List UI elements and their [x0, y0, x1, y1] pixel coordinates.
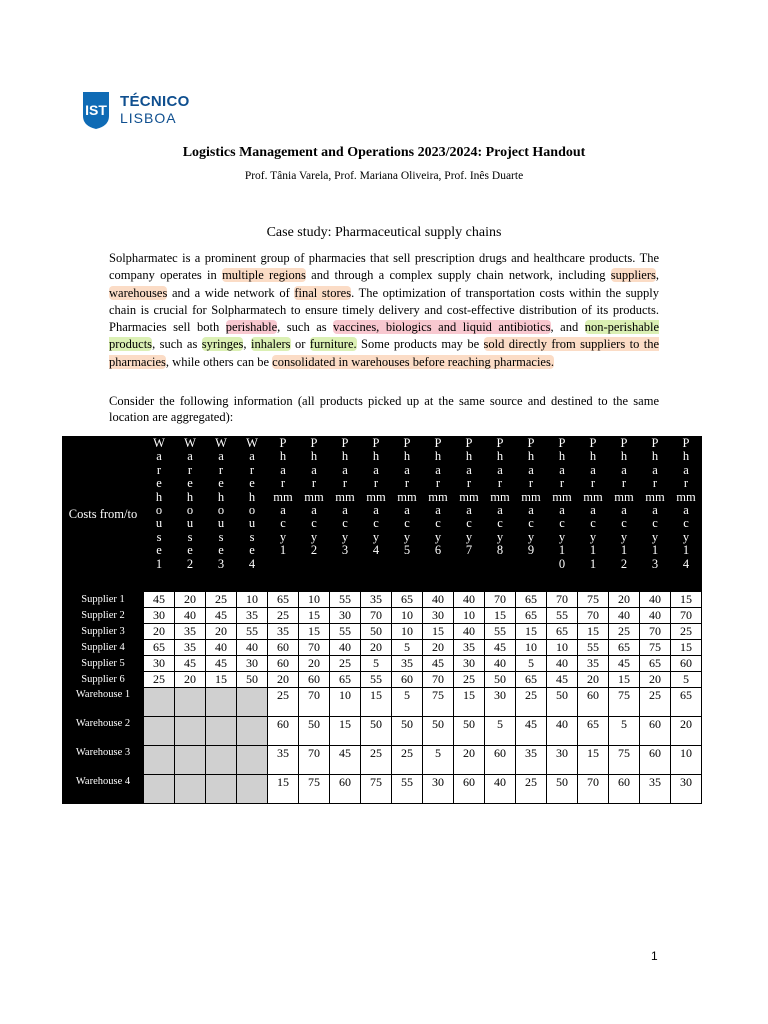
row-header: Warehouse 3	[63, 746, 144, 775]
cost-cell: 70	[485, 592, 516, 608]
cost-cell: 45	[609, 656, 640, 672]
cost-cell: 40	[454, 592, 485, 608]
cost-cell: 25	[454, 672, 485, 688]
row-header: Warehouse 1	[63, 688, 144, 717]
highlight: syringes	[201, 337, 244, 352]
table-row	[63, 717, 702, 746]
cost-cell: 35	[175, 640, 206, 656]
row-header: Warehouse 2	[63, 717, 144, 746]
empty-cell	[144, 746, 175, 775]
cost-cell: 30	[423, 608, 454, 624]
cost-cell: 45	[485, 640, 516, 656]
row-header: Warehouse 4	[63, 775, 144, 804]
cost-cell: 55	[330, 624, 361, 640]
cost-cell: 50	[361, 717, 392, 746]
empty-cell	[206, 717, 237, 746]
cost-cell: 70	[423, 672, 454, 688]
cost-cell: 15	[268, 775, 299, 804]
cost-cell: 20	[175, 672, 206, 688]
cost-cell: 15	[206, 672, 237, 688]
cost-cell: 70	[671, 608, 702, 624]
column-header: P h a r mm a c y 1 3	[640, 437, 671, 592]
cost-cell: 15	[671, 640, 702, 656]
cost-cell: 25	[268, 688, 299, 717]
highlight: final stores	[294, 285, 352, 300]
table-row	[63, 624, 702, 640]
cost-cell: 10	[330, 688, 361, 717]
cost-cell: 35	[268, 624, 299, 640]
cost-cell: 5	[671, 672, 702, 688]
cost-cell: 15	[671, 592, 702, 608]
cost-cell: 5	[361, 656, 392, 672]
cost-cell: 60	[485, 746, 516, 775]
cost-cell: 40	[423, 592, 454, 608]
column-header: W a r e h o u s e 1	[144, 437, 175, 592]
cost-cell: 10	[454, 608, 485, 624]
cost-cell: 60	[640, 746, 671, 775]
column-header: W a r e h o u s e 2	[175, 437, 206, 592]
cost-cell: 15	[330, 717, 361, 746]
cost-cell: 45	[144, 592, 175, 608]
cost-cell: 65	[516, 592, 547, 608]
highlight: consolidated in warehouses before reaching pharmacies.	[272, 354, 554, 369]
column-header: P h a r mm a c y 6	[423, 437, 454, 592]
cost-cell: 25	[268, 608, 299, 624]
cost-cell: 20	[361, 640, 392, 656]
cost-cell: 70	[361, 608, 392, 624]
table-row	[63, 746, 702, 775]
authors-line: Prof. Tânia Varela, Prof. Mariana Oliveira, Prof. Inês Duarte	[244, 170, 524, 182]
cost-cell: 20	[299, 656, 330, 672]
cost-cell: 20	[578, 672, 609, 688]
column-header: W a r e h o u s e 4	[237, 437, 268, 592]
cost-cell: 40	[237, 640, 268, 656]
cost-cell: 30	[547, 746, 578, 775]
cost-cell: 35	[454, 640, 485, 656]
table-header-row	[63, 437, 702, 592]
highlight: inhalers	[250, 337, 291, 352]
highlight: multiple regions	[222, 268, 306, 283]
cost-cell: 65	[144, 640, 175, 656]
cost-cell: 35	[578, 656, 609, 672]
highlight: vaccines, biologics and liquid antibiotics	[333, 320, 551, 335]
cost-cell: 55	[392, 775, 423, 804]
cost-cell: 25	[361, 746, 392, 775]
cost-cell: 5	[516, 656, 547, 672]
cost-cell: 50	[237, 672, 268, 688]
empty-cell	[175, 775, 206, 804]
cost-cell: 35	[268, 746, 299, 775]
table-row	[63, 656, 702, 672]
cost-cell: 60	[454, 775, 485, 804]
cost-cell: 20	[640, 672, 671, 688]
cost-cell: 20	[144, 624, 175, 640]
cost-cell: 45	[206, 608, 237, 624]
cost-cell: 15	[578, 746, 609, 775]
row-header: Supplier 4	[63, 640, 144, 656]
cost-cell: 30	[454, 656, 485, 672]
column-header: P h a r mm a c y 8	[485, 437, 516, 592]
cost-cell: 15	[516, 624, 547, 640]
column-header: P h a r mm a c y 4	[361, 437, 392, 592]
cost-cell: 55	[237, 624, 268, 640]
cost-cell: 15	[423, 624, 454, 640]
empty-cell	[237, 775, 268, 804]
cost-cell: 20	[423, 640, 454, 656]
cost-cell: 70	[299, 640, 330, 656]
cost-cell: 25	[640, 688, 671, 717]
cost-cell: 40	[547, 656, 578, 672]
cost-cell: 50	[392, 717, 423, 746]
cost-cell: 40	[485, 775, 516, 804]
cost-cell: 30	[485, 688, 516, 717]
cost-cell: 45	[547, 672, 578, 688]
cost-cell: 10	[671, 746, 702, 775]
cost-cell: 15	[609, 672, 640, 688]
column-header: P h a r mm a c y 1 0	[547, 437, 578, 592]
cost-cell: 20	[454, 746, 485, 775]
cost-cell: 70	[640, 624, 671, 640]
cost-cell: 55	[361, 672, 392, 688]
cost-cell: 40	[640, 608, 671, 624]
cost-cell: 40	[206, 640, 237, 656]
cost-cell: 60	[268, 656, 299, 672]
cost-cell: 20	[206, 624, 237, 640]
cost-cell: 25	[516, 688, 547, 717]
cost-cell: 75	[609, 746, 640, 775]
cost-cell: 10	[392, 624, 423, 640]
cost-cell: 70	[578, 775, 609, 804]
cost-cell: 5	[392, 688, 423, 717]
cost-cell: 50	[299, 717, 330, 746]
cost-cell: 40	[330, 640, 361, 656]
row-header: Supplier 1	[63, 592, 144, 608]
cost-cell: 30	[144, 608, 175, 624]
empty-cell	[237, 688, 268, 717]
cost-cell: 75	[609, 688, 640, 717]
cost-cell: 45	[516, 717, 547, 746]
empty-cell	[175, 717, 206, 746]
table-row	[63, 688, 702, 717]
cost-cell: 75	[640, 640, 671, 656]
cost-cell: 10	[299, 592, 330, 608]
ist-logo-icon	[81, 90, 111, 130]
logo-line1: TÉCNICO	[120, 93, 190, 110]
cost-cell: 65	[268, 592, 299, 608]
cost-cell: 5	[423, 746, 454, 775]
cost-cell: 40	[640, 592, 671, 608]
empty-cell	[206, 746, 237, 775]
cost-cell: 75	[361, 775, 392, 804]
table-row	[63, 608, 702, 624]
cost-cell: 30	[423, 775, 454, 804]
cost-cell: 70	[547, 592, 578, 608]
cost-cell: 15	[485, 608, 516, 624]
cost-cell: 30	[237, 656, 268, 672]
empty-cell	[144, 717, 175, 746]
cost-cell: 15	[299, 624, 330, 640]
cost-cell: 35	[361, 592, 392, 608]
empty-cell	[144, 775, 175, 804]
cost-cell: 20	[268, 672, 299, 688]
cost-cell: 55	[547, 608, 578, 624]
tecnico-logo	[81, 90, 190, 130]
cost-cell: 60	[392, 672, 423, 688]
highlight: suppliers	[610, 268, 656, 283]
highlight: perishable	[225, 320, 278, 335]
cost-cell: 65	[671, 688, 702, 717]
cost-cell: 45	[175, 656, 206, 672]
cost-cell: 60	[671, 656, 702, 672]
row-header: Supplier 3	[63, 624, 144, 640]
cost-cell: 45	[330, 746, 361, 775]
cost-cell: 15	[361, 688, 392, 717]
cost-cell: 50	[454, 717, 485, 746]
page-number: 1	[651, 949, 658, 963]
cost-cell: 65	[609, 640, 640, 656]
cost-cell: 40	[547, 717, 578, 746]
cost-cell: 15	[578, 624, 609, 640]
svg-text:IST: IST	[85, 102, 107, 118]
cost-cell: 25	[206, 592, 237, 608]
cost-cell: 45	[423, 656, 454, 672]
cost-cell: 65	[330, 672, 361, 688]
cost-cell: 55	[578, 640, 609, 656]
case-study-title: Case study: Pharmaceutical supply chains	[266, 225, 502, 240]
cost-table	[62, 436, 702, 804]
empty-cell	[237, 717, 268, 746]
table-row	[63, 672, 702, 688]
cost-cell: 15	[299, 608, 330, 624]
cost-cell: 40	[454, 624, 485, 640]
cost-cell: 60	[330, 775, 361, 804]
table-row	[63, 592, 702, 608]
cost-cell: 65	[516, 672, 547, 688]
cost-cell: 70	[299, 746, 330, 775]
row-header: Supplier 5	[63, 656, 144, 672]
cost-cell: 35	[392, 656, 423, 672]
cost-cell: 40	[175, 608, 206, 624]
row-header: Supplier 2	[63, 608, 144, 624]
empty-cell	[237, 746, 268, 775]
cost-cell: 25	[392, 746, 423, 775]
cost-cell: 20	[609, 592, 640, 608]
cost-cell: 5	[392, 640, 423, 656]
empty-cell	[206, 775, 237, 804]
intro-paragraph: Solpharmatec is a prominent group of pharmacies that sell prescription drugs and healthcare products. The company operates in multiple regions and through a complex supply chain network, including suppliers, warehouses and a wide network of final stores. The optimization of transportation costs within the supply chain is crucial for Solpharmatech to ensure timely delivery and cost-effective distribution of its products. Pharmacies sell both perishable, such as vaccines, biologics and liquid antibiotics, and non-perishable products, such as syringes, inhalers or furniture. Some products may be sold directly from suppliers to the pharmacies, while others can be consolidated in warehouses before reaching pharmacies.	[109, 251, 660, 369]
cost-cell: 30	[671, 775, 702, 804]
cost-cell: 65	[578, 717, 609, 746]
cost-cell: 55	[330, 592, 361, 608]
cost-cell: 70	[578, 608, 609, 624]
cost-cell: 60	[578, 688, 609, 717]
cost-cell: 65	[640, 656, 671, 672]
cost-cell: 35	[175, 624, 206, 640]
row-header: Supplier 6	[63, 672, 144, 688]
cost-cell: 10	[237, 592, 268, 608]
cost-cell: 25	[330, 656, 361, 672]
cost-cell: 65	[547, 624, 578, 640]
logo-line2: LISBOA	[120, 110, 177, 126]
cost-cell: 75	[578, 592, 609, 608]
cost-cell: 55	[485, 624, 516, 640]
cost-cell: 50	[423, 717, 454, 746]
cost-cell: 30	[330, 608, 361, 624]
column-header: W a r e h o u s e 3	[206, 437, 237, 592]
highlight: warehouses	[109, 285, 168, 300]
table-row	[63, 640, 702, 656]
cost-cell: 20	[175, 592, 206, 608]
cost-cell: 35	[237, 608, 268, 624]
cost-cell: 25	[144, 672, 175, 688]
cost-cell: 75	[423, 688, 454, 717]
cost-cell: 50	[361, 624, 392, 640]
column-header: P h a r mm a c y 9	[516, 437, 547, 592]
cost-cell: 25	[671, 624, 702, 640]
cost-cell: 20	[671, 717, 702, 746]
cost-cell: 50	[485, 672, 516, 688]
empty-cell	[144, 688, 175, 717]
empty-cell	[206, 688, 237, 717]
column-header: P h a r mm a c y 7	[454, 437, 485, 592]
cost-cell: 40	[609, 608, 640, 624]
cost-cell: 65	[392, 592, 423, 608]
cost-cell: 10	[516, 640, 547, 656]
cost-cell: 35	[640, 775, 671, 804]
document-title: Logistics Management and Operations 2023/2024: Project Handout	[182, 145, 586, 160]
cost-cell: 25	[516, 775, 547, 804]
cost-cell: 45	[206, 656, 237, 672]
column-header: P h a r mm a c y 1 4	[671, 437, 702, 592]
cost-cell: 15	[454, 688, 485, 717]
cost-cell: 50	[547, 775, 578, 804]
cost-cell: 30	[144, 656, 175, 672]
column-header: P h a r mm a c y 1	[268, 437, 299, 592]
empty-cell	[175, 688, 206, 717]
table-row	[63, 775, 702, 804]
cost-cell: 10	[392, 608, 423, 624]
cost-cell: 75	[299, 775, 330, 804]
empty-cell	[175, 746, 206, 775]
column-header: P h a r mm a c y 2	[299, 437, 330, 592]
column-header: P h a r mm a c y 1 1	[578, 437, 609, 592]
highlight: furniture.	[309, 337, 357, 352]
corner-header: Costs from/to	[63, 437, 144, 592]
highlight: sold directly from suppliers to the pharmacies	[109, 337, 660, 369]
column-header: P h a r mm a c y 5	[392, 437, 423, 592]
cost-cell: 50	[547, 688, 578, 717]
cost-cell: 35	[516, 746, 547, 775]
cost-cell: 65	[516, 608, 547, 624]
cost-cell: 60	[268, 640, 299, 656]
cost-cell: 5	[609, 717, 640, 746]
cost-cell: 60	[640, 717, 671, 746]
column-header: P h a r mm a c y 3	[330, 437, 361, 592]
table-intro-paragraph: Consider the following information (all products picked up at the same source and destined to the same location are aggregated):	[109, 394, 659, 424]
cost-cell: 60	[268, 717, 299, 746]
cost-cell: 60	[609, 775, 640, 804]
cost-cell: 60	[299, 672, 330, 688]
cost-cell: 5	[485, 717, 516, 746]
cost-cell: 10	[547, 640, 578, 656]
highlight: non-perishable products	[109, 320, 660, 352]
cost-cell: 70	[299, 688, 330, 717]
cost-cell: 40	[485, 656, 516, 672]
cost-cell: 25	[609, 624, 640, 640]
column-header: P h a r mm a c y 1 2	[609, 437, 640, 592]
